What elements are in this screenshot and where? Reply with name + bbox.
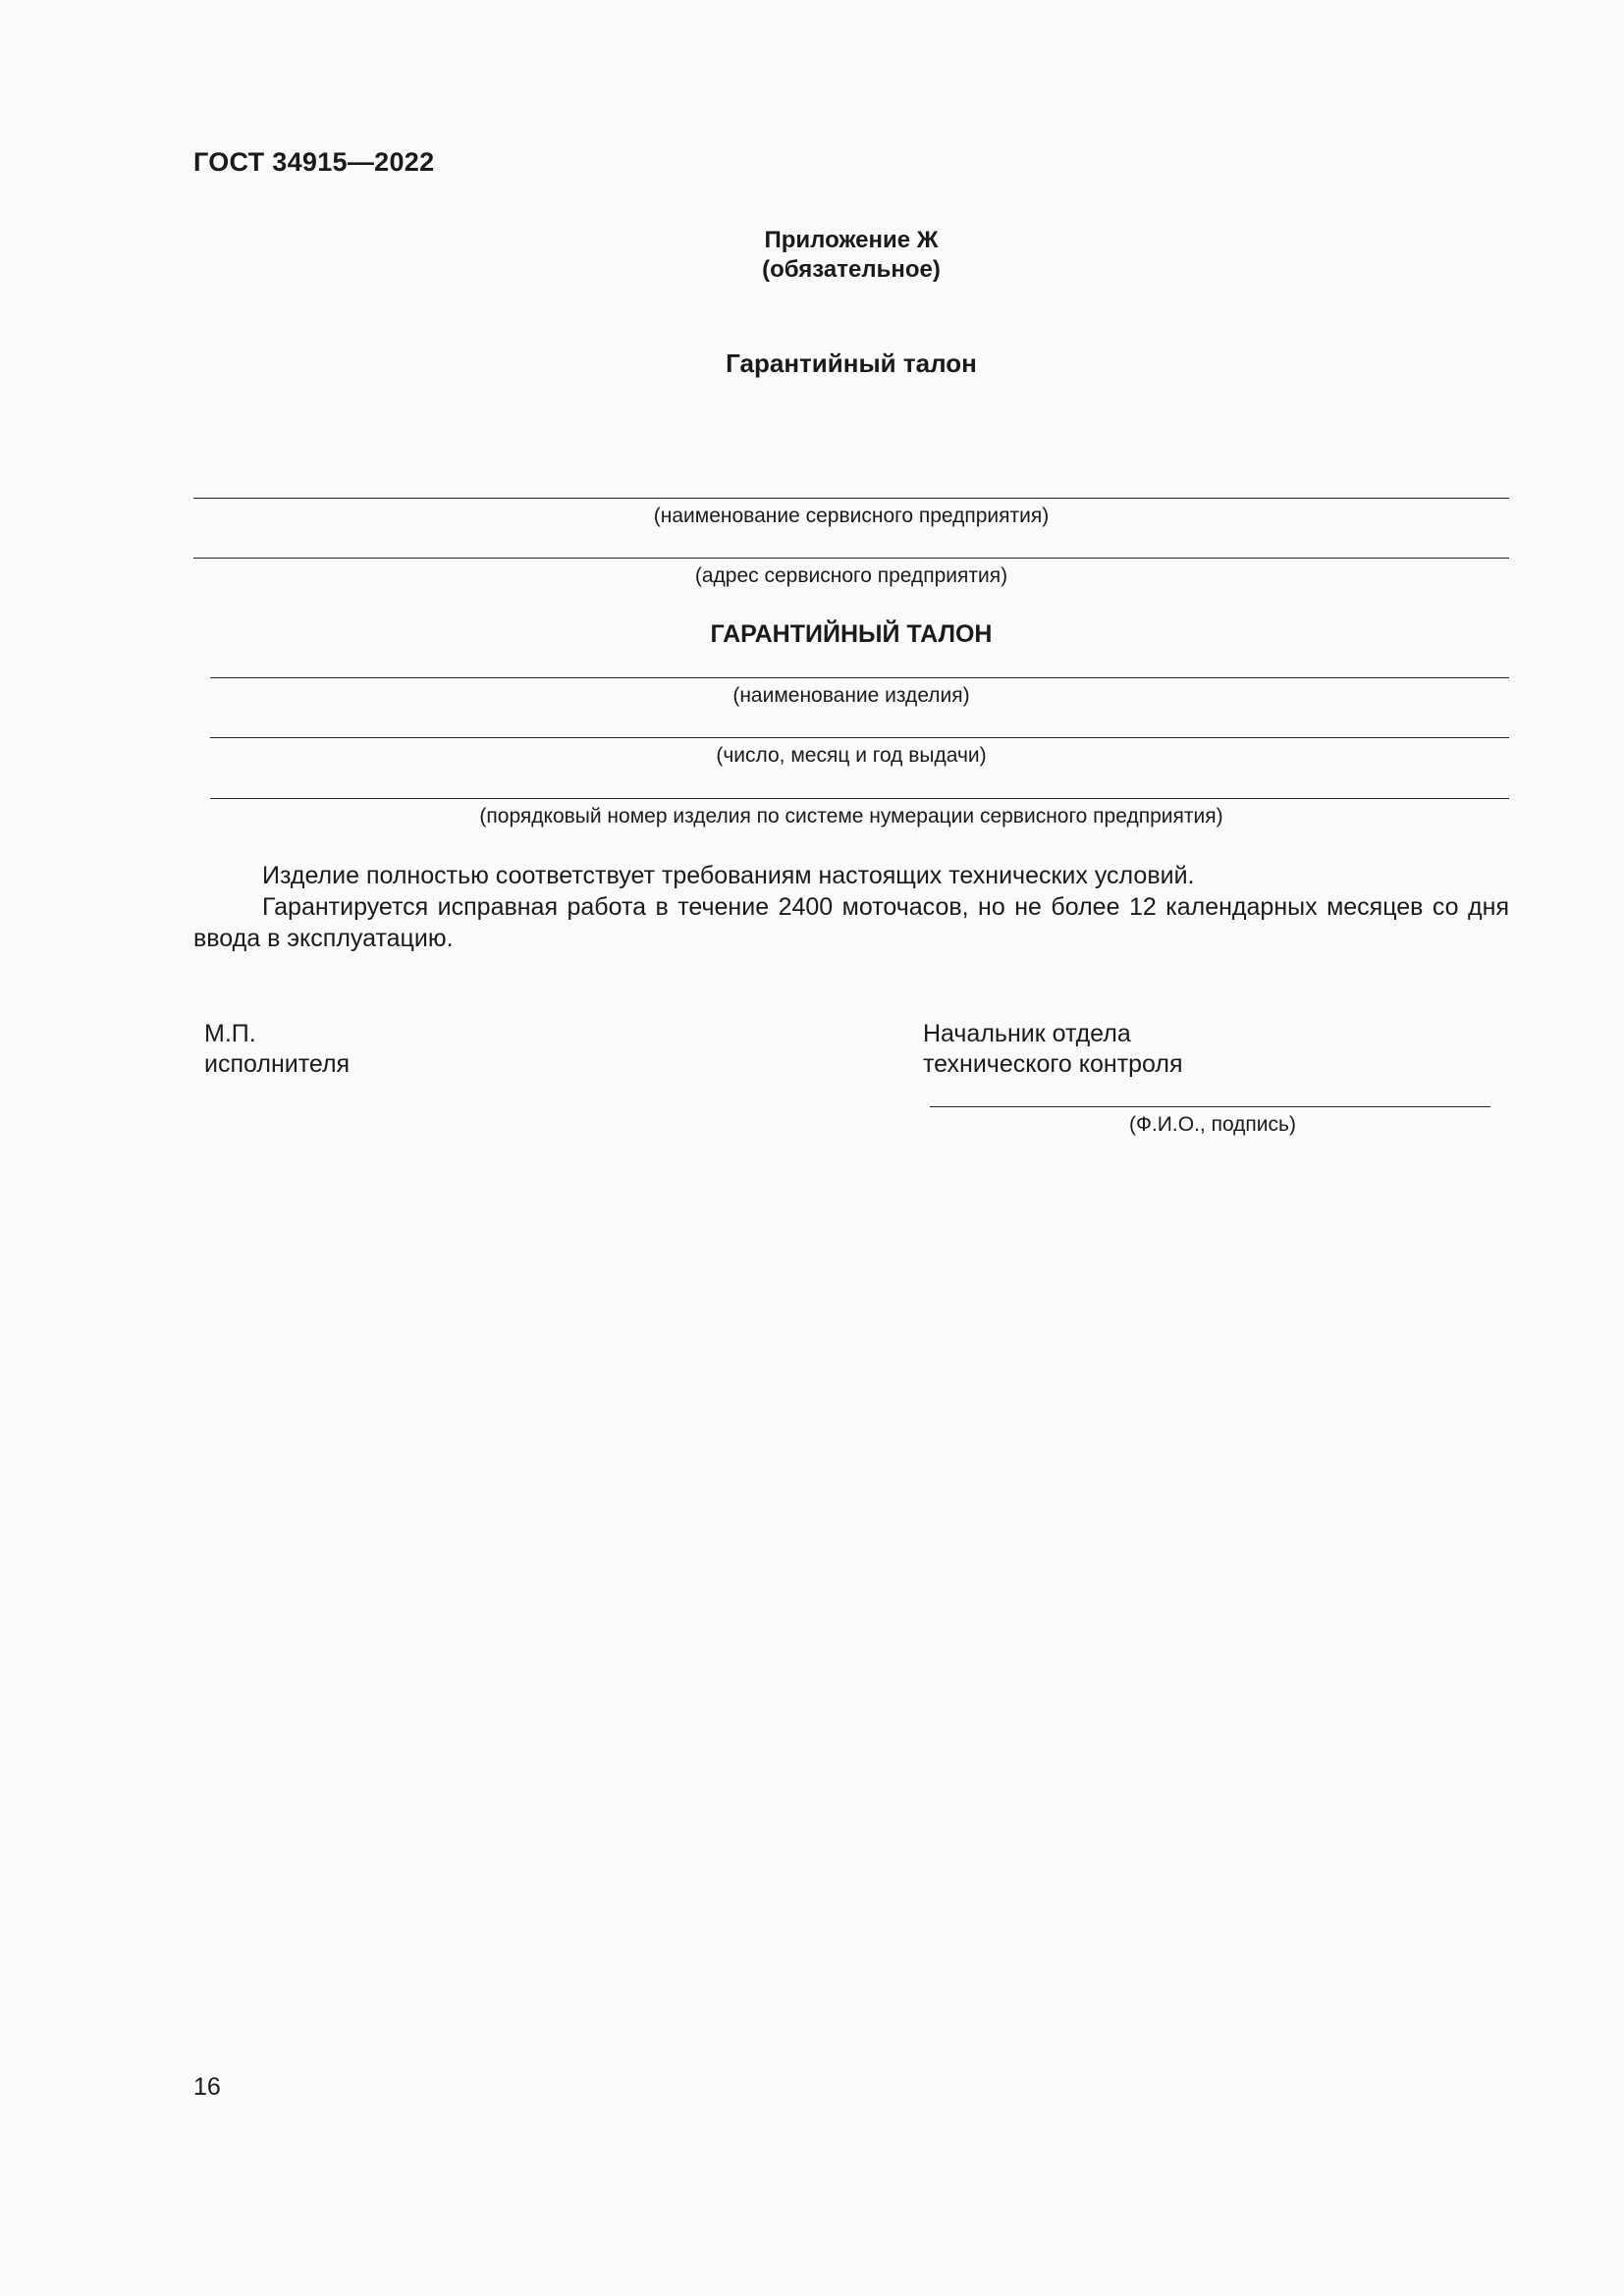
page-number: 16 xyxy=(193,2073,221,2101)
signature-line xyxy=(930,1106,1490,1107)
appendix-status: (обязательное) xyxy=(762,256,941,283)
qc-head-title-line-2: технического контроля xyxy=(923,1050,1183,1078)
stamp-block xyxy=(204,1019,350,1080)
product-name-line xyxy=(210,677,1509,678)
coupon-title: ГАРАНТИЙНЫЙ ТАЛОН xyxy=(710,620,993,648)
service-address-caption: (адрес сервисного предприятия) xyxy=(694,564,1008,587)
appendix-heading xyxy=(193,226,1509,285)
document-code: ГОСТ 34915—2022 xyxy=(193,147,435,177)
service-address-line xyxy=(193,558,1509,559)
warranty-body xyxy=(193,860,1509,954)
issue-date-caption: (число, месяц и год выдачи) xyxy=(716,744,987,767)
serial-number-caption: (порядковый номер изделия по системе нумерации сервисного предприятия) xyxy=(479,805,1223,828)
section-title: Гарантийный талон xyxy=(726,348,977,378)
stamp-owner: исполнителя xyxy=(204,1050,351,1078)
qc-head-title-line-1: Начальник отдела xyxy=(923,1020,1131,1047)
issue-date-line xyxy=(210,737,1509,738)
stamp-label: М.П. xyxy=(204,1020,256,1047)
signature-caption: (Ф.И.О., подпись) xyxy=(1129,1113,1296,1136)
serial-number-line xyxy=(210,798,1509,799)
service-name-line xyxy=(193,498,1509,499)
warranty-terms-paragraph: Гарантируется исправная работа в течение 2400 моточасов, но не более 12 календарных месяцев со дня ввода в эксплуатацию. xyxy=(193,893,1509,952)
qc-head-block xyxy=(923,1019,1183,1080)
service-name-caption: (наименование сервисного предприятия) xyxy=(653,505,1050,527)
product-name-caption: (наименование изделия) xyxy=(732,684,970,707)
appendix-label: Приложение Ж xyxy=(764,227,939,253)
compliance-paragraph: Изделие полностью соответствует требованиям настоящих технических условий. xyxy=(262,862,1195,889)
